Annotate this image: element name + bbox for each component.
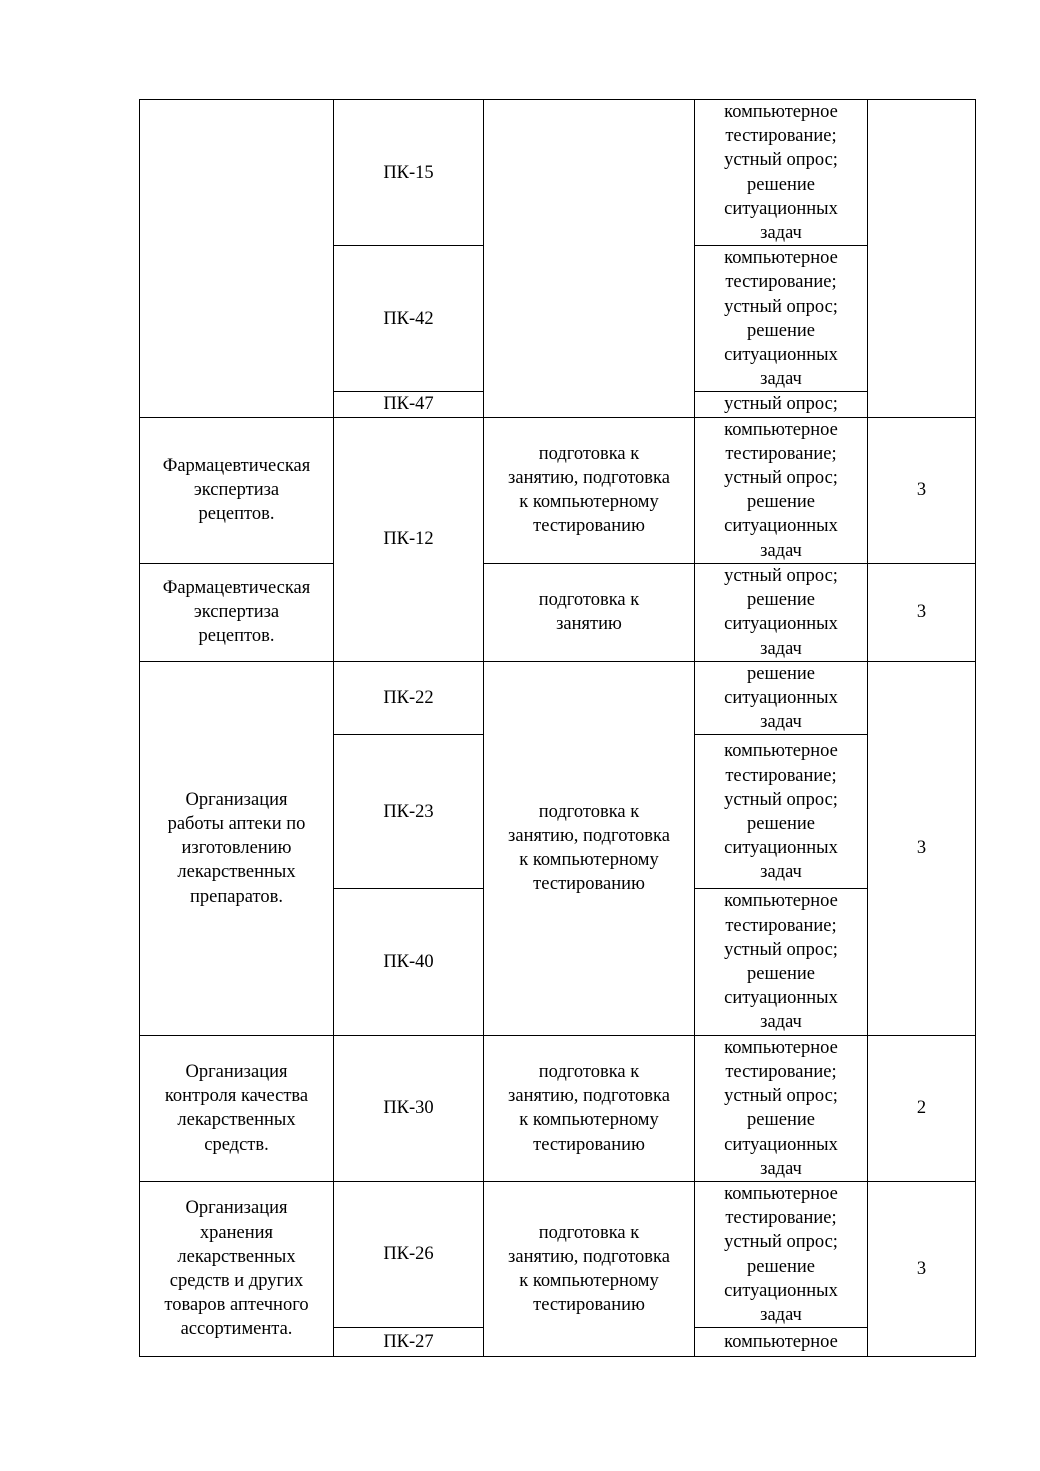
hours-cell <box>868 661 976 1035</box>
topic-cell <box>140 100 334 418</box>
control-form-cell <box>695 417 868 563</box>
topic-title: Организация хранения лекарственных средств и других товаров аптечного ассортимента. <box>164 1198 309 1340</box>
work-type-cell <box>484 100 695 418</box>
control-form: компьютерное <box>724 1332 838 1353</box>
competency-code: ПК-12 <box>383 529 434 550</box>
topic-cell <box>140 417 334 563</box>
work-type-cell <box>484 661 695 1035</box>
hours-value: 3 <box>916 838 927 859</box>
control-form-cell <box>695 100 868 246</box>
topic-title: Организация работы аптеки по изготовлению лекарственных препаратов. <box>167 789 306 907</box>
competency-code: ПК-27 <box>383 1332 434 1353</box>
table-row <box>140 417 976 563</box>
control-form-cell <box>695 563 868 661</box>
topic-title: Организация контроля качества лекарственных средств. <box>164 1061 309 1155</box>
work-type-cell <box>484 417 695 563</box>
work-type: подготовка к занятию, подготовка к компьютерному тестированию <box>508 443 670 537</box>
table-row <box>140 1181 976 1327</box>
work-type: подготовка к занятию, подготовка к компьютерному тестированию <box>508 801 670 895</box>
competency-code: ПК-15 <box>383 162 434 183</box>
competency-code: ПК-40 <box>383 951 434 972</box>
table-row <box>140 563 976 661</box>
control-form-cell <box>695 661 868 735</box>
competency-code-cell <box>334 661 484 735</box>
work-type-cell <box>484 1035 695 1181</box>
control-form: устный опрос; решение ситуационных задач <box>724 565 838 659</box>
competency-code-cell <box>334 100 484 246</box>
work-type: подготовка к занятию, подготовка к компьютерному тестированию <box>508 1061 670 1155</box>
work-type: подготовка к занятию <box>538 590 640 635</box>
control-form: компьютерное тестирование; устный опрос; решение ситуационных задач <box>724 741 838 883</box>
hours-cell <box>868 100 976 418</box>
control-form: компьютерное тестирование; устный опрос; решение ситуационных задач <box>724 419 838 561</box>
competency-code: ПК-47 <box>383 394 434 415</box>
table-row <box>140 100 976 246</box>
competency-table <box>139 99 976 1357</box>
control-form-cell <box>695 1035 868 1181</box>
control-form-cell <box>695 735 868 889</box>
competency-code-cell <box>334 1181 484 1327</box>
control-form: решение ситуационных задач <box>724 663 838 733</box>
competency-code: ПК-42 <box>383 308 434 329</box>
work-type-cell <box>484 1181 695 1356</box>
control-form: устный опрос; <box>724 394 838 415</box>
control-form: компьютерное тестирование; устный опрос; решение ситуационных задач <box>724 1183 838 1325</box>
control-form-cell <box>695 1181 868 1327</box>
control-form: компьютерное тестирование; устный опрос; решение ситуационных задач <box>724 102 838 244</box>
hours-value: 3 <box>916 602 927 623</box>
topic-cell <box>140 563 334 661</box>
competency-code: ПК-26 <box>383 1244 434 1265</box>
control-form: компьютерное тестирование; устный опрос; решение ситуационных задач <box>724 1037 838 1179</box>
control-form-cell <box>695 889 868 1035</box>
control-form: компьютерное тестирование; устный опрос; решение ситуационных задач <box>724 891 838 1033</box>
competency-code-cell <box>334 1328 484 1357</box>
competency-code-cell <box>334 392 484 417</box>
competency-code: ПК-30 <box>383 1098 434 1119</box>
hours-cell <box>868 417 976 563</box>
hours-cell <box>868 1035 976 1181</box>
hours-value: 3 <box>916 1258 927 1279</box>
competency-code-cell <box>334 246 484 392</box>
hours-value: 2 <box>916 1098 927 1119</box>
hours-cell <box>868 1181 976 1356</box>
competency-code-cell <box>334 1035 484 1181</box>
table-row <box>140 1035 976 1181</box>
competency-code-cell <box>334 889 484 1035</box>
work-type: подготовка к занятию, подготовка к компьютерному тестированию <box>508 1222 670 1316</box>
work-type-cell <box>484 563 695 661</box>
control-form-cell <box>695 246 868 392</box>
topic-title: Фармацевтическая экспертиза рецептов. <box>162 455 311 525</box>
control-form: компьютерное тестирование; устный опрос; решение ситуационных задач <box>724 248 838 390</box>
topic-cell <box>140 1181 334 1356</box>
topic-cell <box>140 661 334 1035</box>
hours-value: 3 <box>916 480 927 501</box>
topic-title: Фармацевтическая экспертиза рецептов. <box>162 578 311 647</box>
competency-code-cell <box>334 735 484 889</box>
competency-code: ПК-22 <box>383 688 434 709</box>
control-form-cell <box>695 392 868 417</box>
control-form-cell <box>695 1328 868 1357</box>
competency-code: ПК-23 <box>383 802 434 823</box>
topic-cell <box>140 1035 334 1181</box>
competency-code-cell <box>334 417 484 661</box>
hours-cell <box>868 563 976 661</box>
table-row <box>140 661 976 735</box>
